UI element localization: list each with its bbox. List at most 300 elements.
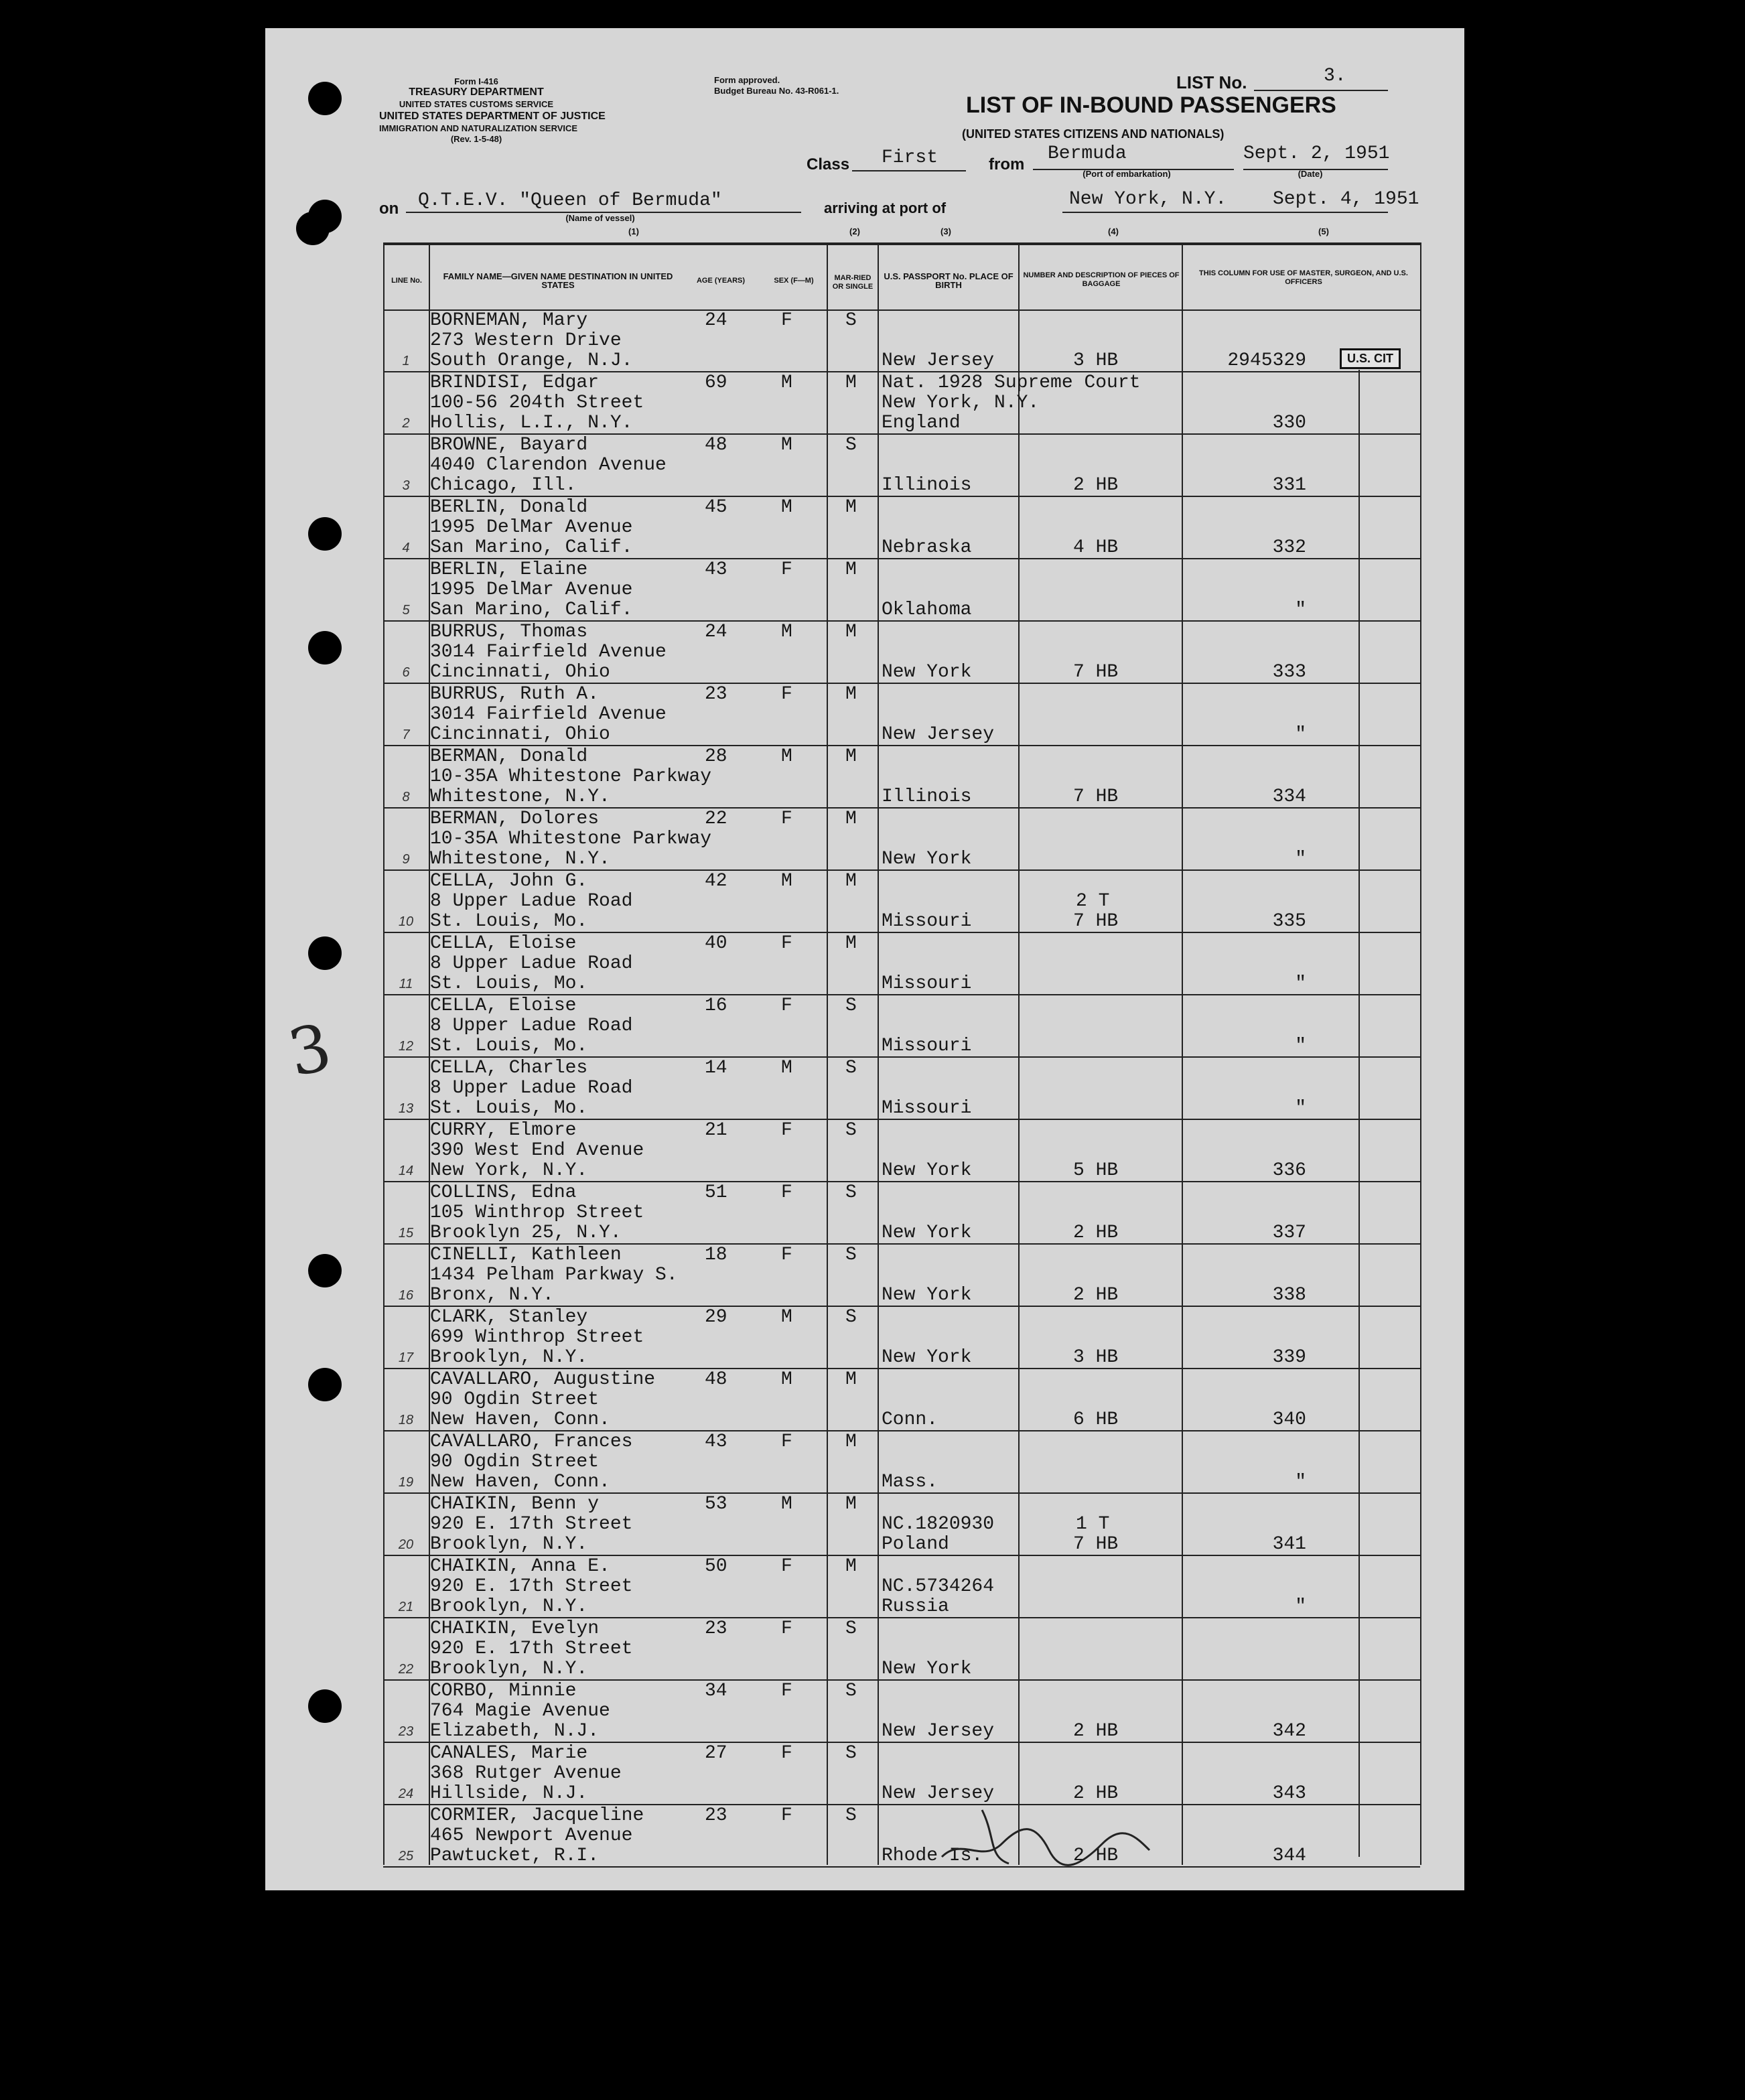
marital-status: S [845,310,857,331]
justice-dept: UNITED STATES DEPARTMENT OF JUSTICE [379,111,606,122]
line-number: 2 [402,416,410,431]
sex-value: F [781,933,792,954]
baggage-handbags: 5 HB [1073,1160,1119,1181]
place-of-birth: Conn. [882,1409,938,1430]
passenger-name: COLLINS, Edna [430,1182,577,1203]
age-value: 24 [705,310,727,331]
officer-note: 330 [1272,413,1306,433]
officer-note: 336 [1272,1160,1306,1181]
age-value: 43 [705,559,727,580]
address-line1: 1995 DelMar Avenue [430,579,633,600]
place-of-birth: England [882,413,961,433]
age-value: 50 [705,1556,727,1577]
arrival-date: Sept. 4, 1951 [1273,189,1419,210]
marital-status: M [845,1369,857,1390]
sex-value: F [781,1120,792,1141]
place-of-birth: New Jersey [882,724,995,745]
sex-value: M [781,746,792,767]
baggage-handbags: 2 HB [1073,475,1119,496]
place-of-birth: New Jersey [882,1721,995,1742]
table-row [265,1308,1420,1369]
baggage-handbags: 3 HB [1073,1347,1119,1368]
marital-status: S [845,1120,857,1141]
baggage-handbags: 7 HB [1073,1534,1119,1555]
handwritten-page-mark: 3 [282,1009,338,1092]
officer-note: " [1295,849,1306,869]
passport-number: New York, N.Y. [882,393,1040,413]
place-of-birth: Poland [882,1534,949,1555]
address-line1: 920 E. 17th Street [430,1638,633,1659]
line-number: 20 [398,1537,414,1552]
form-approved: Form approved. [714,75,780,85]
page-subtitle: (UNITED STATES CITIZENS AND NATIONALS) [962,127,1225,141]
marital-status: M [845,871,857,892]
age-value: 48 [705,1369,727,1390]
col-passport-header: U.S. PASSPORT No. PLACE OF BIRTH [884,271,1014,290]
place-of-birth: Nebraska [882,537,972,558]
officer-note: 2945329 [1227,350,1306,371]
address-line2: Pawtucket, R.I. [430,1845,600,1866]
address-line1: 3014 Fairfield Avenue [430,704,667,725]
sex-value: M [781,497,792,518]
table-row [265,996,1420,1057]
line-number: 3 [402,478,410,493]
officer-note: 334 [1272,786,1306,807]
place-of-birth: Missouri [882,973,972,994]
marital-status: S [845,1805,857,1826]
passenger-name: BRINDISI, Edgar [430,372,600,393]
baggage-handbags: 2 HB [1073,1783,1119,1804]
line-number: 15 [398,1226,414,1241]
line-number: 17 [398,1350,414,1365]
passenger-name: CELLA, John G. [430,871,588,892]
sex-value: F [781,1556,792,1577]
passenger-name: CANALES, Marie [430,1743,588,1764]
age-value: 40 [705,933,727,954]
passenger-name: BROWNE, Bayard [430,435,588,456]
line-number: 14 [398,1164,414,1178]
table-row [265,1245,1420,1306]
passport-note: Nat. 1928 Supreme Court [882,372,1141,393]
passport-number: NC.1820930 [882,1514,995,1535]
baggage-handbags: 7 HB [1073,911,1119,932]
baggage-handbags: 3 HB [1073,350,1119,371]
form-number: Form I-416 [454,76,498,86]
officer-note: " [1295,1098,1306,1119]
us-citizen-stamp: U.S. CIT [1340,348,1401,369]
list-no-value: 3. [1324,66,1346,86]
column-number: (4) [1108,226,1119,236]
passenger-name: CORBO, Minnie [430,1681,577,1701]
sex-value: F [781,310,792,331]
address-line2: Whitestone, N.Y. [430,786,610,807]
line-number: 13 [398,1101,414,1116]
table-row [265,1619,1420,1680]
table-row [265,435,1420,496]
sex-value: M [781,1494,792,1515]
marital-status: M [845,497,857,518]
passenger-name: BURRUS, Thomas [430,622,588,642]
officer-note: " [1295,600,1306,620]
line-number: 16 [398,1288,414,1303]
address-line2: Bronx, N.Y. [430,1285,554,1306]
marital-status: S [845,435,857,456]
sex-value: M [781,871,792,892]
age-value: 48 [705,435,727,456]
address-line2: Chicago, Ill. [430,475,577,496]
col-age-header: AGE (YEARS) [696,276,746,285]
class-value: First [882,147,938,168]
class-label: Class [807,155,850,173]
table-row [265,498,1420,559]
address-line1: 90 Ogdin Street [430,1452,600,1472]
table-row [265,1183,1420,1244]
address-line1: 105 Winthrop Street [430,1202,644,1223]
officer-note: 343 [1272,1783,1306,1804]
line-number: 5 [402,603,410,618]
line-number: 24 [398,1787,414,1801]
column-number: (1) [628,226,639,236]
marital-status: S [845,1618,857,1639]
address-line2: St. Louis, Mo. [430,1098,588,1119]
officer-note: 340 [1272,1409,1306,1430]
marital-status: S [845,1058,857,1078]
sex-value: F [781,809,792,829]
passenger-name: BORNEMAN, Mary [430,310,588,331]
passenger-name: CLARK, Stanley [430,1307,588,1328]
place-of-birth: New York [882,1659,972,1679]
sex-value: M [781,1058,792,1078]
address-line2: Brooklyn, N.Y. [430,1534,588,1555]
list-no-label: LIST No. [1176,72,1247,92]
place-of-birth: New York [882,662,972,683]
sex-value: M [781,1307,792,1328]
baggage-handbags: 7 HB [1073,786,1119,807]
age-value: 34 [705,1681,727,1701]
table-row [265,871,1420,932]
address-line2: Hillside, N.J. [430,1783,588,1804]
marital-status: S [845,1245,857,1265]
address-line2: Brooklyn 25, N.Y. [430,1222,622,1243]
passenger-name: CELLA, Eloise [430,995,577,1016]
marital-status: M [845,809,857,829]
address-line2: Cincinnati, Ohio [430,724,610,745]
address-line2: New Haven, Conn. [430,1472,610,1492]
marital-status: M [845,1494,857,1515]
address-line2: Brooklyn, N.Y. [430,1596,588,1617]
officer-note: " [1295,1472,1306,1492]
place-of-birth: New Jersey [882,1783,995,1804]
officer-note: 338 [1272,1285,1306,1306]
address-line1: 8 Upper Ladue Road [430,953,633,974]
passenger-name: CELLA, Eloise [430,933,577,954]
address-line1: 465 Newport Avenue [430,1825,633,1846]
passenger-name: CHAIKIN, Anna E. [430,1556,610,1577]
address-line1: 4040 Clarendon Avenue [430,455,667,476]
embarkation-port: Bermuda [1048,143,1127,164]
age-value: 23 [705,1618,727,1639]
place-of-birth: New York [882,1285,972,1306]
table-row [265,1494,1420,1555]
address-line2: Cincinnati, Ohio [430,662,610,683]
col-line-header: LINE No. [391,276,422,285]
column-number: (2) [849,226,860,236]
table-row [265,685,1420,746]
baggage-handbags: 2 HB [1073,1222,1119,1243]
place-of-birth: Illinois [882,786,972,807]
marital-status: M [845,372,857,393]
officer-note: 344 [1272,1845,1306,1866]
age-value: 27 [705,1743,727,1764]
address-line2: San Marino, Calif. [430,600,633,620]
place-of-birth: Missouri [882,1098,972,1119]
sex-value: M [781,622,792,642]
passenger-name: CAVALLARO, Augustine [430,1369,656,1390]
passenger-name: BERLIN, Elaine [430,559,588,580]
place-of-birth: Missouri [882,1036,972,1056]
manifest-page [265,28,1464,1890]
table-row [265,1681,1420,1742]
passenger-table [265,28,1464,1890]
marital-status: M [845,622,857,642]
age-value: 23 [705,684,727,705]
place-of-birth: New York [882,1222,972,1243]
address-line1: 8 Upper Ladue Road [430,1016,633,1036]
age-value: 14 [705,1058,727,1078]
vessel-caption: (Name of vessel) [565,213,635,223]
age-value: 22 [705,809,727,829]
passport-number: NC.5734264 [882,1576,995,1597]
age-value: 24 [705,622,727,642]
address-line1: 8 Upper Ladue Road [430,891,633,912]
sex-value: F [781,995,792,1016]
age-value: 21 [705,1120,727,1141]
officer-note: 335 [1272,911,1306,932]
marital-status: S [845,1743,857,1764]
passenger-name: CURRY, Elmore [430,1120,577,1141]
officer-note: 339 [1272,1347,1306,1368]
address-line2: San Marino, Calif. [430,537,633,558]
column-number: (3) [940,226,951,236]
sex-value: F [781,1681,792,1701]
officer-note: 333 [1272,662,1306,683]
passenger-name: CINELLI, Kathleen [430,1245,622,1265]
embarkation-date: Sept. 2, 1951 [1243,143,1390,164]
baggage-handbags: 2 HB [1073,1285,1119,1306]
immigration-service: IMMIGRATION AND NATURALIZATION SERVICE [379,123,578,133]
marital-status: M [845,1556,857,1577]
address-line1: 1995 DelMar Avenue [430,517,633,538]
baggage-handbags: 6 HB [1073,1409,1119,1430]
table-row [265,1058,1420,1119]
address-line2: St. Louis, Mo. [430,1036,588,1056]
address-line2: New York, N.Y. [430,1160,588,1181]
place-of-birth: New York [882,1347,972,1368]
age-value: 51 [705,1182,727,1203]
address-line2: St. Louis, Mo. [430,911,588,932]
line-number: 18 [398,1413,414,1427]
line-number: 22 [398,1662,414,1677]
baggage-handbags: 2 HB [1073,1721,1119,1742]
table-row [265,1744,1420,1805]
place-of-birth: Illinois [882,475,972,496]
address-line1: 1434 Pelham Parkway S. [430,1265,678,1285]
officer-note: 332 [1272,537,1306,558]
passenger-name: BURRUS, Ruth A. [430,684,600,705]
col-sex-header: SEX (F—M) [774,276,814,285]
line-number: 10 [398,914,414,929]
sex-value: F [781,559,792,580]
baggage-trunks: 1 T [1076,1514,1110,1535]
line-number: 21 [398,1600,414,1614]
arrival-port: New York, N.Y. [1069,189,1227,210]
arriving-label: arriving at port of [824,200,947,216]
col-officer-header: THIS COLUMN FOR USE OF MASTER, SURGEON, AND U.S. OFFICERS [1199,269,1408,286]
age-value: 43 [705,1431,727,1452]
passenger-name: CAVALLARO, Frances [430,1431,633,1452]
age-value: 42 [705,871,727,892]
port-caption: (Port of embarkation) [1083,169,1171,179]
line-number: 7 [402,727,410,742]
table-row [265,1557,1420,1618]
date-caption: (Date) [1298,169,1323,179]
baggage-handbags: 2 HB [1073,1845,1119,1866]
place-of-birth: Missouri [882,911,972,932]
table-row [265,1432,1420,1493]
marital-status: S [845,995,857,1016]
revision-date: (Rev. 1-5-48) [450,134,502,144]
place-of-birth: Russia [882,1596,949,1617]
address-line1: 3014 Fairfield Avenue [430,642,667,662]
table-row [265,1370,1420,1431]
address-line1: 368 Rutger Avenue [430,1763,622,1784]
officer-note: 342 [1272,1721,1306,1742]
marital-status: M [845,559,857,580]
line-number: 8 [402,790,410,804]
address-line2: Brooklyn, N.Y. [430,1659,588,1679]
place-of-birth: Rhode Is. [882,1845,983,1866]
table-row [265,311,1420,372]
sex-value: F [781,1618,792,1639]
address-line2: Whitestone, N.Y. [430,849,610,869]
passenger-name: CORMIER, Jacqueline [430,1805,644,1826]
address-line1: 390 West End Avenue [430,1140,644,1161]
place-of-birth: New Jersey [882,350,995,371]
signature [935,1797,1163,1877]
vessel-name: Q.T.E.V. "Queen of Bermuda" [418,190,722,211]
passenger-name: CHAIKIN, Evelyn [430,1618,600,1639]
address-line1: 699 Winthrop Street [430,1327,644,1348]
table-row [265,622,1420,683]
age-value: 18 [705,1245,727,1265]
age-value: 28 [705,746,727,767]
col-marital-header: MAR-RIED OR SINGLE [832,274,874,291]
marital-status: M [845,684,857,705]
place-of-birth: Oklahoma [882,600,972,620]
age-value: 69 [705,372,727,393]
marital-status: M [845,933,857,954]
page-title: LIST OF IN-BOUND PASSENGERS [966,92,1336,118]
place-of-birth: New York [882,849,972,869]
address-line2: Elizabeth, N.J. [430,1721,600,1742]
marital-status: S [845,1307,857,1328]
officer-note: 337 [1272,1222,1306,1243]
marital-status: M [845,746,857,767]
officer-note: 331 [1272,475,1306,496]
baggage-handbags: 7 HB [1073,662,1119,683]
address-line1: 10-35A Whitestone Parkway [430,829,712,849]
passenger-name: BERLIN, Donald [430,497,588,518]
line-number: 1 [402,354,410,368]
officer-note: 341 [1272,1534,1306,1555]
column-number: (5) [1318,226,1329,236]
address-line1: 90 Ogdin Street [430,1389,600,1410]
table-row [265,809,1420,870]
address-line2: South Orange, N.J. [430,350,633,371]
baggage-trunks: 2 T [1076,891,1110,912]
line-number: 23 [398,1724,414,1739]
marital-status: M [845,1431,857,1452]
marital-status: S [845,1681,857,1701]
sex-value: F [781,684,792,705]
address-line1: 920 E. 17th Street [430,1514,633,1535]
sex-value: F [781,1182,792,1203]
officer-note: " [1295,1596,1306,1617]
line-number: 12 [398,1039,414,1054]
address-line1: 920 E. 17th Street [430,1576,633,1597]
sex-value: M [781,1369,792,1390]
passenger-name: CHAIKIN, Benn y [430,1494,600,1515]
place-of-birth: New York [882,1160,972,1181]
col-name-header: FAMILY NAME—GIVEN NAME DESTINATION IN UNITED STATES [443,271,673,290]
officer-note: " [1295,973,1306,994]
treasury-dept: TREASURY DEPARTMENT [409,86,544,98]
address-line2: St. Louis, Mo. [430,973,588,994]
baggage-handbags: 4 HB [1073,537,1119,558]
table-row [265,560,1420,621]
passenger-name: BERMAN, Dolores [430,809,600,829]
address-line2: New Haven, Conn. [430,1409,610,1430]
table-row [265,373,1420,434]
sex-value: F [781,1245,792,1265]
address-line2: Hollis, L.I., N.Y. [430,413,633,433]
sex-value: F [781,1805,792,1826]
address-line2: Brooklyn, N.Y. [430,1347,588,1368]
sex-value: M [781,435,792,456]
marital-status: S [845,1182,857,1203]
row-divider [383,1866,1420,1868]
line-number: 11 [399,977,413,991]
table-row [265,747,1420,808]
from-label: from [989,155,1025,173]
budget-bureau: Budget Bureau No. 43-R061-1. [714,86,839,96]
sex-value: F [781,1743,792,1764]
table-row [265,1121,1420,1182]
address-line1: 273 Western Drive [430,330,622,351]
line-number: 9 [402,852,410,867]
officer-note: " [1295,724,1306,745]
age-value: 29 [705,1307,727,1328]
age-value: 23 [705,1805,727,1826]
line-number: 19 [398,1475,414,1490]
sex-value: M [781,372,792,393]
col-baggage-header: NUMBER AND DESCRIPTION OF PIECES OF BAGGAGE [1023,271,1180,288]
address-line1: 8 Upper Ladue Road [430,1078,633,1099]
age-value: 16 [705,995,727,1016]
sex-value: F [781,1431,792,1452]
passenger-name: CELLA, Charles [430,1058,588,1078]
line-number: 4 [402,541,410,555]
